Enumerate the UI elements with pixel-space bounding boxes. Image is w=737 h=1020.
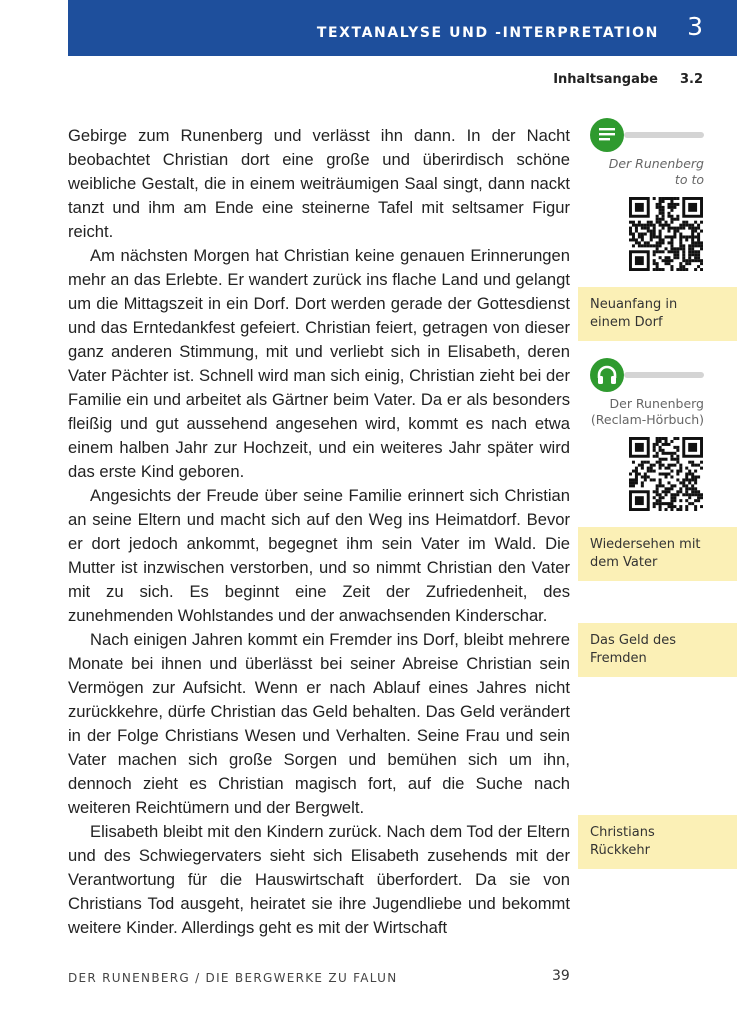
section-number: 3.2 [679,72,703,87]
media-caption: Der Runenberg to to [608,156,704,187]
chapter-number: 3 [687,12,703,41]
media-divider [624,372,704,378]
section-title: Inhaltsangabe [553,72,658,87]
page-number: 39 [552,968,570,984]
qr-code[interactable] [629,197,703,271]
header-bar [68,0,737,56]
qr-code[interactable] [629,437,703,511]
main-text [68,124,570,940]
paragraph: Gebirge zum Runenberg und verlässt ihn dann. In der Nacht beobachtet Christian dort eine große und überirdisch schöne weibliche Gestalt, die in einem weiträumigen Saal singt, dann nackt tanzt und ihm am Ende eine steinerne Tafel mit seltsamer Figur reicht. [68,126,570,241]
media-audiobook [590,358,704,518]
paragraph: Am nächsten Morgen hat Christian keine genauen Erinnerungen mehr an das Erlebte. Er wandert zurück ins flache Land und gelangt um die Mittagszeit in ein Dorf. Dort werden gerade der Gottesdienst und das Erntedankfest gefeiert. Christian feiert, getragen von dieser ganz anderen Stimmung, mit und verliebt sich in Elisabeth, deren Vater Pächter ist. Schnell wird man sich einig, Christian zieht bei der Familie ein und arbeitet als Gärtner beim Vater. Da er als besonders fleißig und gut aussehend angesehen wird, kommt es nach etwa einem halben Jahr zur Hochzeit, und ein weiteres Jahr später wird das erste Kind geboren. [68,246,570,481]
text-icon [590,118,624,152]
media-caption: Der Runenberg (Reclam-Hörbuch) [590,396,704,427]
chapter-title: TEXTANALYSE UND -INTERPRETATION [316,25,659,41]
section-heading [0,72,703,87]
margin-note: Das Geld des Fremden [578,623,737,677]
paragraph: Angesichts der Freude über seine Familie erinnert sich Christian an seine Eltern und macht sich auf den Weg ins Heimatdorf. Bevor er dort jedoch ankommt, begegnet ihm sein Vater im Wald. Die Mutter ist inzwischen verstorben, und so nimmt Christian den Vater mit zu sich. Es beginnt eine Zeit der Zufriedenheit, des zunehmenden Wohlstandes und der anwachsenden Kinderschar. [68,486,570,625]
headphones-icon [590,358,624,392]
media-etext [590,118,704,278]
paragraph: Elisabeth bleibt mit den Kindern zurück. Nach dem Tod der Eltern und des Schwiegervaters sieht sich Elisabeth zusehends mit der Verantwortung für die Hauswirtschaft überfordert. Da sie von Christians Tod ausgeht, heiratet sie ihre Jugendliebe und bekommt weitere Kinder. Allerdings geht es mit der Wirtschaft [68,822,570,937]
margin-note: Christians Rückkehr [578,815,737,869]
footer-title: DER RUNENBERG / DIE BERGWERKE ZU FALUN [68,971,398,985]
media-divider [624,132,704,138]
margin-note: Neuanfang in einem Dorf [578,287,737,341]
paragraph: Nach einigen Jahren kommt ein Fremder ins Dorf, bleibt mehrere Monate bei ihnen und überlässt bei seiner Abreise Christian sein Vermögen zur Aufsicht. Wenn er nach Ablauf eines Jahres nicht zurückkehre, dürfe Christian das Geld behalten. Das Geld verändert in der Folge Christians Wesen und Verhalten. Seine Frau und sein Vater machen sich große Sorgen und bemühen sich um ihn, dennoch zieht es Christian magisch fort, auf die Suche nach weiteren Reichtümern und der Bergwelt. [68,630,570,817]
margin-note: Wiedersehen mit dem Vater [578,527,737,581]
